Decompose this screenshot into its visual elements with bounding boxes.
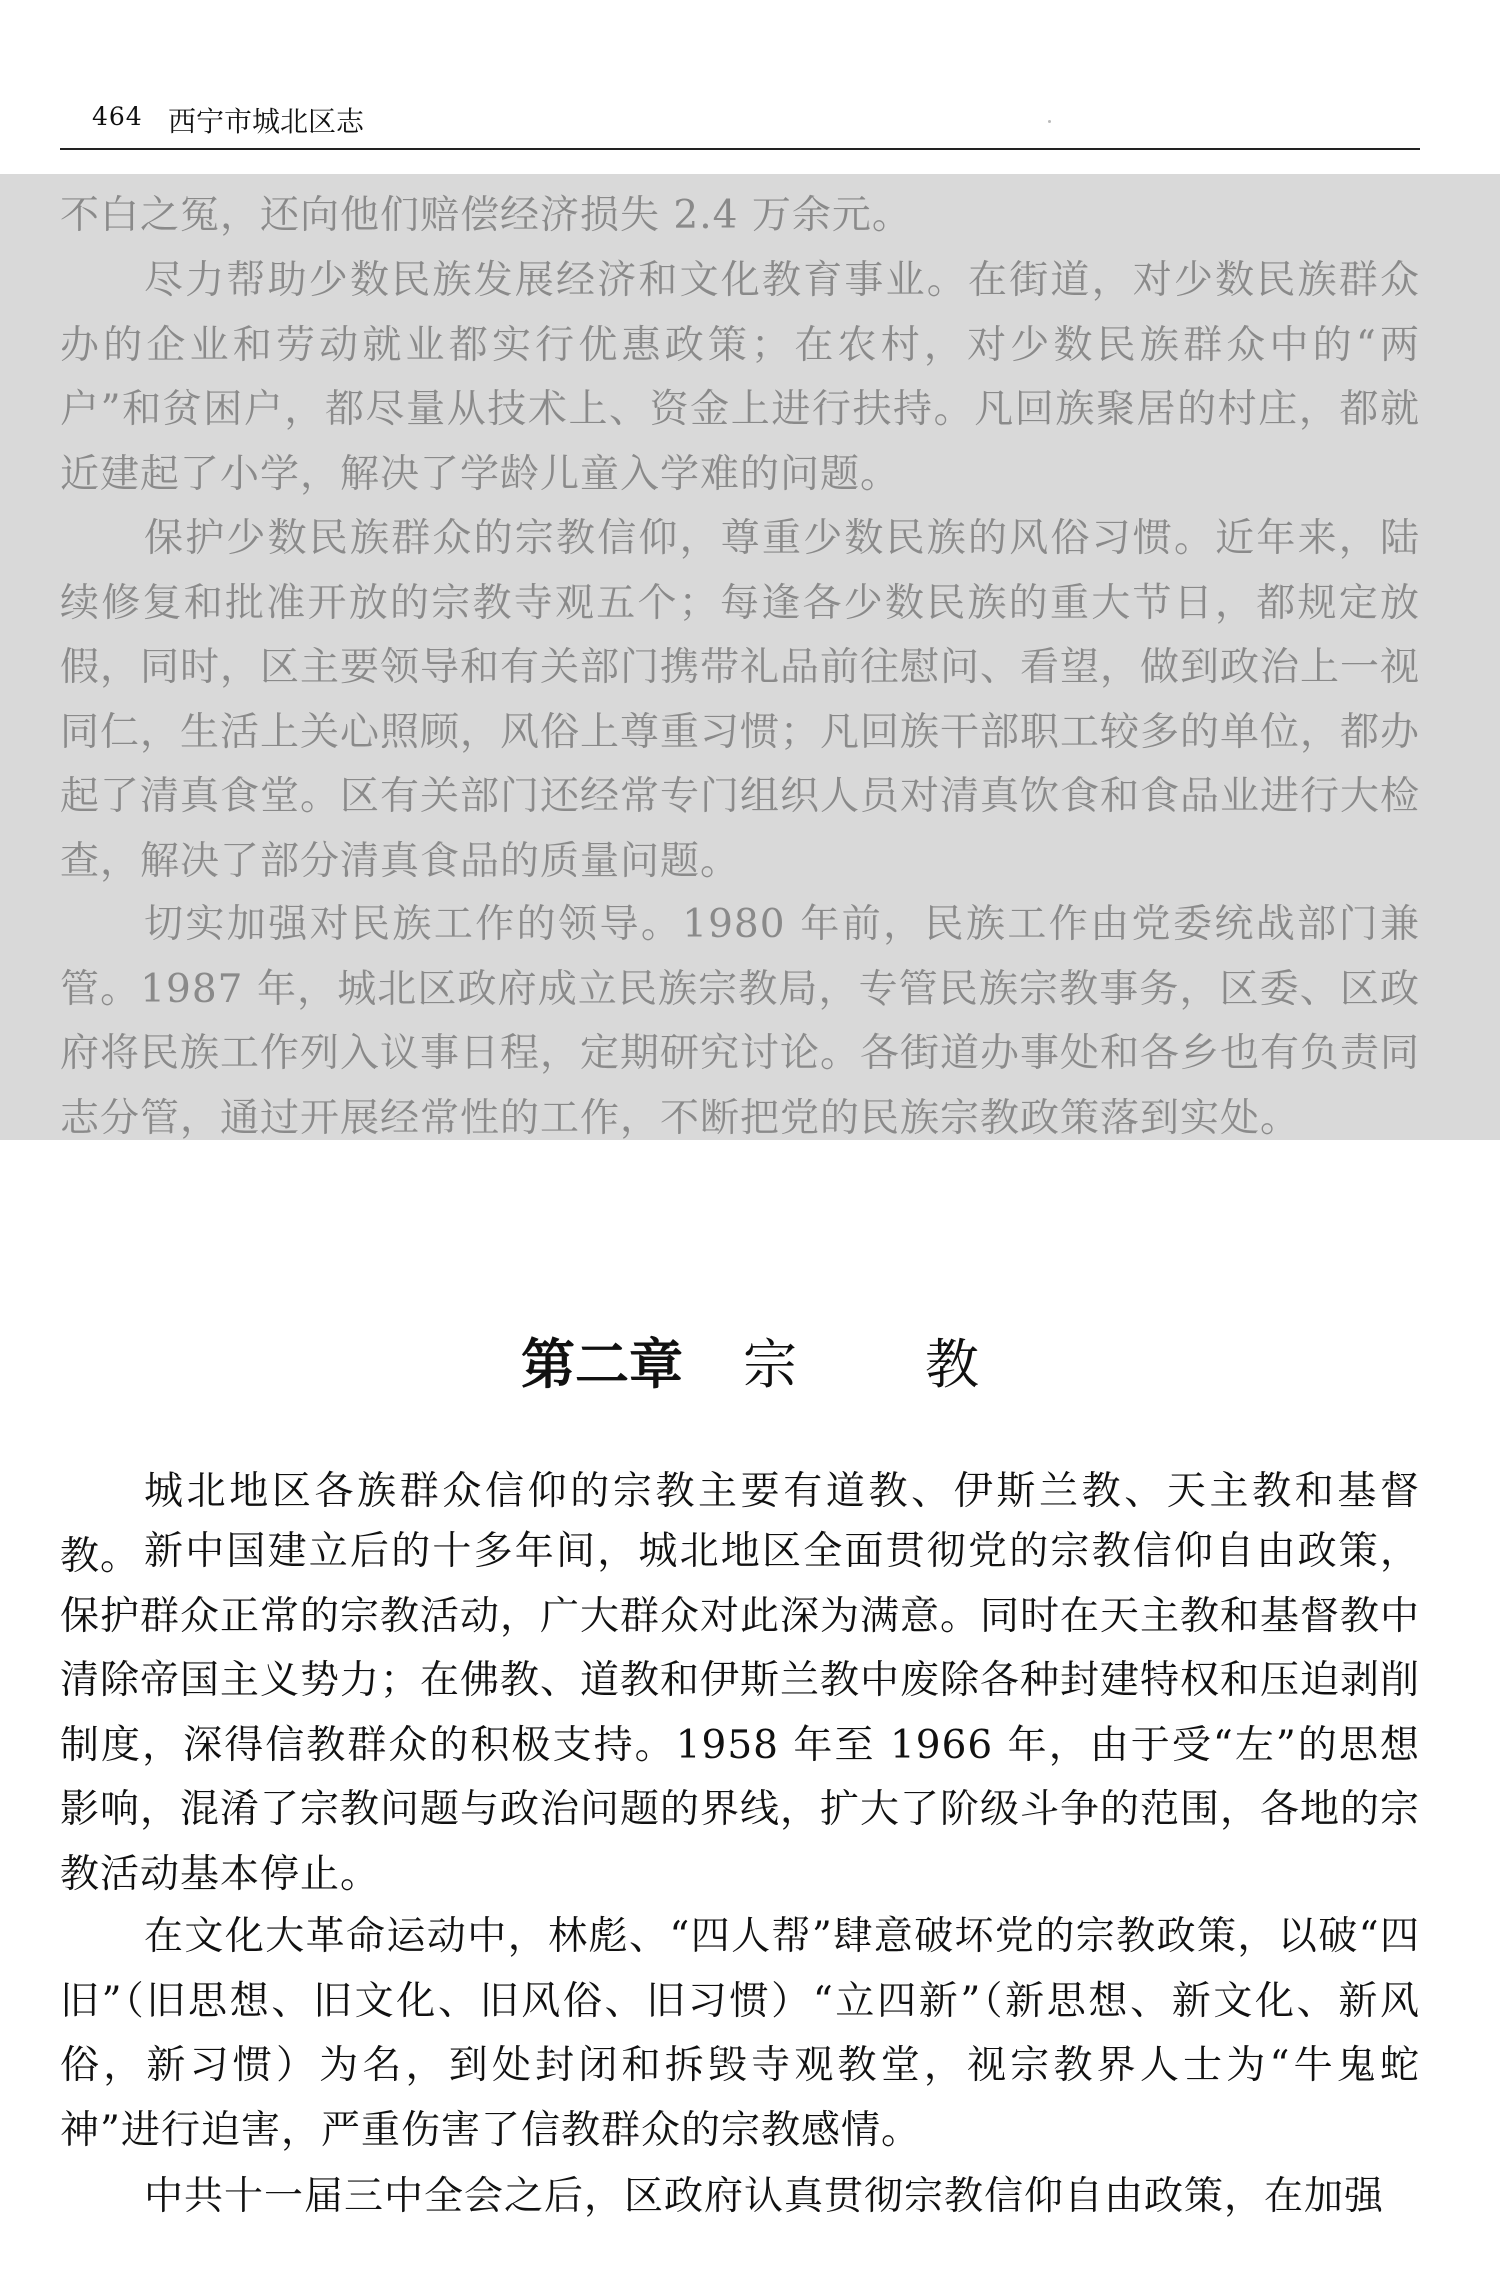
paragraph-bottom-3: 在文化大革命运动中，林彪、“四人帮”肆意破坏党的宗教政策，以破“四旧”（旧思想、旧文化、旧风俗、旧习惯）“立四新”（新思想、新文化、新风俗，新习惯）为名，到处封闭和拆毁寺观教堂，视宗教界人士为“牛鬼蛇神”进行迫害，严重伤害了信教群众的宗教感情。 bbox=[60, 1914, 1420, 2153]
book-title: 西宁市城北区志 bbox=[168, 105, 365, 138]
paragraph-bottom-1: 城北地区各族群众信仰的宗教主要有道教、伊斯兰教、天主教和基督教。 bbox=[60, 1469, 1420, 1579]
page-number: 464 bbox=[92, 102, 143, 131]
paragraph-bottom-4: 中共十一届三中全会之后，区政府认真贯彻宗教信仰自由政策，在加强 bbox=[144, 2174, 1385, 2219]
scan-speck bbox=[1048, 120, 1051, 123]
chapter-title-char-2: 教 bbox=[925, 1333, 979, 1396]
paragraph-bottom-2: 新中国建立后的十多年间，城北地区全面贯彻党的宗教信仰自由政策，保护群众正常的宗教活动，广大群众对此深为满意。同时在天主教和基督教中清除帝国主义势力；在佛教、道教和伊斯兰教中废除各种封建特权和压迫剥削制度，深得信教群众的积极支持。1958 年至 1966 年，由于受“左”的思想影响，混淆了宗教问题与政治问题的界线，扩大了阶级斗争的范围，各地的宗教活动基本停止。 bbox=[60, 1529, 1421, 1897]
chapter-number: 第二章 bbox=[521, 1333, 683, 1396]
paragraph-top-3: 保护少数民族群众的宗教信仰，尊重少数民族的风俗习惯。近年来，陆续修复和批准开放的宗教寺观五个；每逢各少数民族的重大节日，都规定放假，同时，区主要领导和有关部门携带礼品前往慰问、看望，做到政治上一视同仁，生活上关心照顾，风俗上尊重习惯；凡回族干部职工较多的单位，都办起了清真食堂。区有关部门还经常专门组织人员对清真饮食和食品业进行大检查，解决了部分清真食品的质量问题。 bbox=[60, 516, 1421, 884]
chapter-heading bbox=[0, 1322, 1500, 1399]
paragraph-top-2: 尽力帮助少数民族发展经济和文化教育事业。在街道，对少数民族群众办的企业和劳动就业都实行优惠政策；在农村，对少数民族群众中的“两户”和贫困户，都尽量从技术上、资金上进行扶持。凡回族聚居的村庄，都就近建起了小学，解决了学龄儿童入学难的问题。 bbox=[60, 258, 1420, 497]
paragraph-top-4: 切实加强对民族工作的领导。1980 年前，民族工作由党委统战部门兼管。1987 年，城北区政府成立民族宗教局，专管民族宗教事务，区委、区政府将民族工作列入议事日程，定期研究讨论。各街道办事处和各乡也有负责同志分管，通过开展经常性的工作，不断把党的民族宗教政策落到实处。 bbox=[60, 902, 1421, 1141]
paragraph-top-1: 不白之冤，还向他们赔偿经济损失 2.4 万余元。 bbox=[60, 193, 912, 238]
chapter-title-char-1: 宗 bbox=[743, 1333, 797, 1396]
page-header bbox=[60, 96, 1420, 150]
